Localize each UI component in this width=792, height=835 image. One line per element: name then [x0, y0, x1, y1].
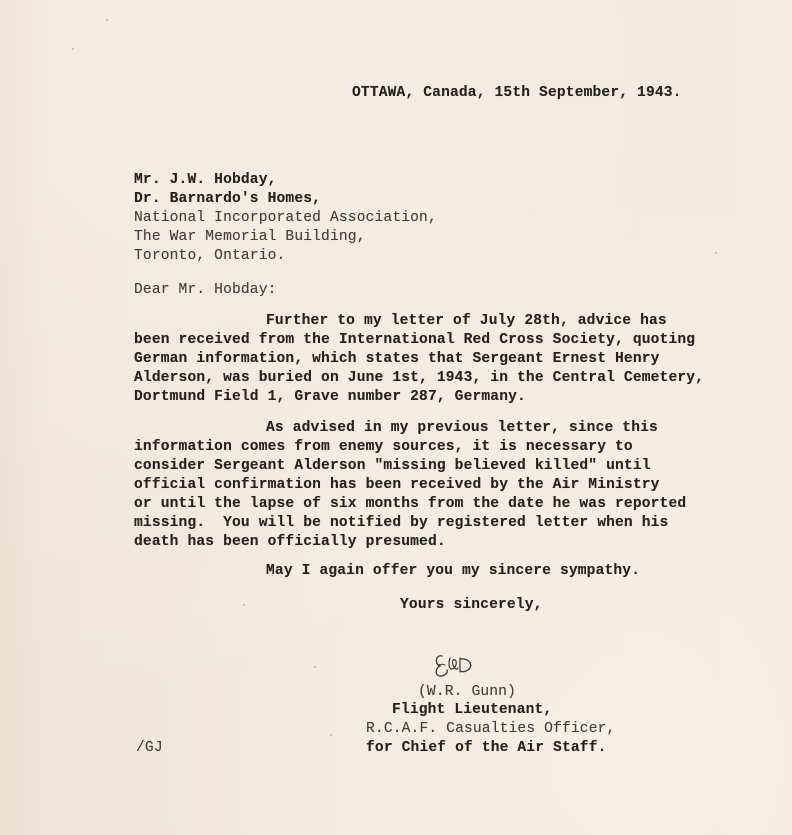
paragraph-line: consider Sergeant Alderson "missing believed killed" until — [134, 458, 651, 474]
recipient-line: Mr. J.W. Hobday, — [134, 172, 277, 188]
paragraph-line: or until the lapse of six months from the date he was reported — [134, 496, 687, 512]
closing-line: Yours sincerely, — [400, 597, 543, 613]
paper-speck — [243, 604, 245, 606]
paper-speck — [330, 734, 332, 736]
paragraph-line: As advised in my previous letter, since this — [266, 420, 658, 436]
paragraph-line: official confirmation has been received by the Air Ministry — [134, 477, 660, 493]
paper-speck — [314, 666, 316, 668]
sympathy-line: May I again offer you my sincere sympathy. — [266, 563, 641, 579]
paragraph-line: been received from the International Red Cross Society, quoting — [134, 332, 696, 348]
signatory-on-behalf: for Chief of the Air Staff. — [366, 740, 607, 756]
handwritten-signature-icon — [432, 650, 480, 680]
reference-initials: /GJ — [136, 740, 163, 756]
paper-speck — [715, 252, 717, 254]
signatory-rank: Flight Lieutenant, — [392, 702, 553, 718]
recipient-line: Toronto, Ontario. — [134, 248, 286, 264]
paper-speck — [106, 19, 108, 21]
paragraph-line: Alderson, was buried on June 1st, 1943, in the Central Cemetery, — [134, 370, 705, 386]
dateline: OTTAWA, Canada, 15th September, 1943. — [352, 85, 682, 101]
paragraph-line: German information, which states that Sergeant Ernest Henry — [134, 351, 660, 367]
paragraph-line: missing. You will be notified by registered letter when his — [134, 515, 669, 531]
recipient-line: Dr. Barnardo's Homes, — [134, 191, 322, 207]
signatory-title: R.C.A.F. Casualties Officer, — [366, 721, 616, 737]
paper-speck — [72, 48, 74, 50]
paragraph-line: Further to my letter of July 28th, advice has — [266, 313, 667, 329]
signatory-name: (W.R. Gunn) — [418, 684, 516, 700]
paragraph-line: information comes from enemy sources, it is necessary to — [134, 439, 633, 455]
salutation: Dear Mr. Hobday: — [134, 282, 277, 298]
paragraph-line: Dortmund Field 1, Grave number 287, Germany. — [134, 389, 526, 405]
paragraph-line: death has been officially presumed. — [134, 534, 446, 550]
recipient-line: The War Memorial Building, — [134, 229, 366, 245]
recipient-line: National Incorporated Association, — [134, 210, 437, 226]
